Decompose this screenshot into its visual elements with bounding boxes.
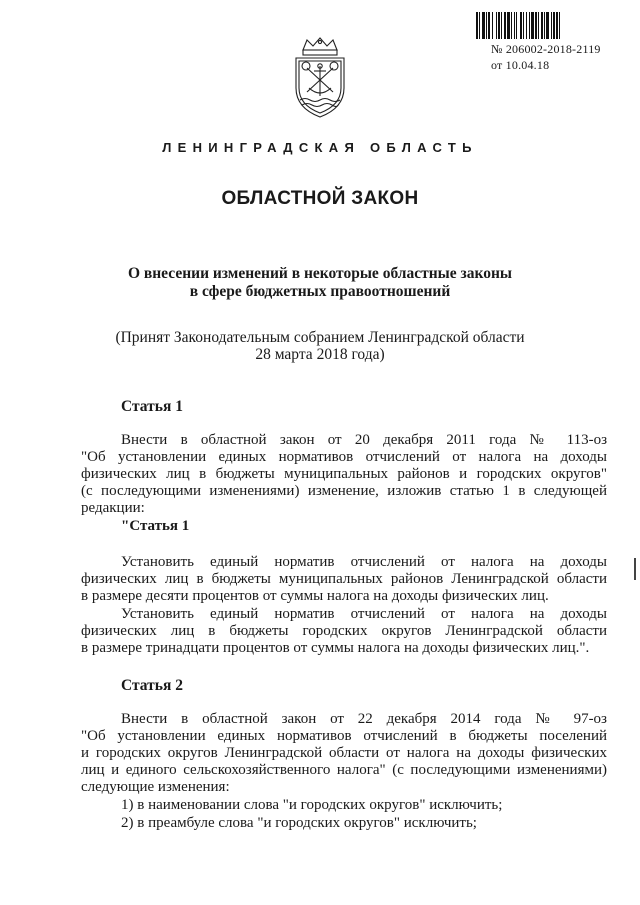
registration-number: № 206002-2018-2119 xyxy=(491,42,601,56)
article-1-paragraph-1-line: физических лиц в бюджеты муниципальных районов Ленинградской области xyxy=(81,571,607,587)
adoption-note-line-1: (Принят Законодательным собранием Ленинградской области xyxy=(115,329,525,346)
scan-edge-mark xyxy=(634,558,636,580)
article-1-intro-line: "Об установлении единых нормативов отчислений от налога на доходы xyxy=(81,449,607,465)
article-1-intro-line: Внести в областной закон от 20 декабря 2011 года № 113-оз xyxy=(121,432,607,448)
article-1-paragraph-2-line: в размере тринадцати процентов от суммы налога на доходы физических лиц.". xyxy=(81,640,590,656)
article-1-paragraph-2-line: физических лиц в бюджеты городских округов Ленинградской области xyxy=(81,623,607,639)
article-2-intro-line: Внести в областной закон от 22 декабря 2014 года № 97-оз xyxy=(121,711,607,727)
article-2-intro-line: и городских округов Ленинградской области от налога на доходы физических xyxy=(81,745,607,761)
article-2-list-item-2: 2) в преамбуле слова "и городских округов" исключить; xyxy=(121,815,477,831)
law-subject-line-2: в сфере бюджетных правоотношений xyxy=(189,283,451,300)
registration-date: от 10.04.18 xyxy=(491,58,550,72)
adoption-note-line-2: 28 марта 2018 года) xyxy=(255,346,385,363)
article-2-intro-line: следующие изменения: xyxy=(81,779,230,795)
article-1-intro-line: физических лиц в бюджеты муниципальных районов и городских округов" xyxy=(81,466,607,482)
article-2-intro-line: "Об установлении единых нормативов отчислений в бюджеты поселений xyxy=(81,728,607,744)
article-1-paragraph-2-line: Установить единый норматив отчислений от налога на доходы xyxy=(121,606,607,622)
article-2-list-item-1: 1) в наименовании слова "и городских округов" исключить; xyxy=(121,797,503,813)
article-1-intro-line: редакции: xyxy=(81,500,145,516)
article-1-paragraph-1-line: в размере десяти процентов от суммы налога на доходы физических лиц. xyxy=(81,588,549,604)
document-type-title: ОБЛАСТНОЙ ЗАКОН xyxy=(221,188,419,209)
region-name: ЛЕНИНГРАДСКАЯ ОБЛАСТЬ xyxy=(162,140,478,155)
article-2-heading: Статья 2 xyxy=(121,677,183,694)
article-2-intro-line: лиц и единого сельскохозяйственного налога" (с последующими изменениями) xyxy=(81,762,607,778)
law-subject-line-1: О внесении изменений в некоторые областные законы xyxy=(127,265,513,282)
article-1-heading: Статья 1 xyxy=(121,398,183,415)
article-1-paragraph-1-line: Установить единый норматив отчислений от налога на доходы xyxy=(121,554,607,570)
article-1-intro-line: (с последующими изменениями) изменение, изложив статью 1 в следующей xyxy=(81,483,607,499)
barcode xyxy=(476,12,614,39)
quoted-article-heading: "Статья 1 xyxy=(121,518,190,534)
coat-of-arms-icon xyxy=(289,36,351,120)
